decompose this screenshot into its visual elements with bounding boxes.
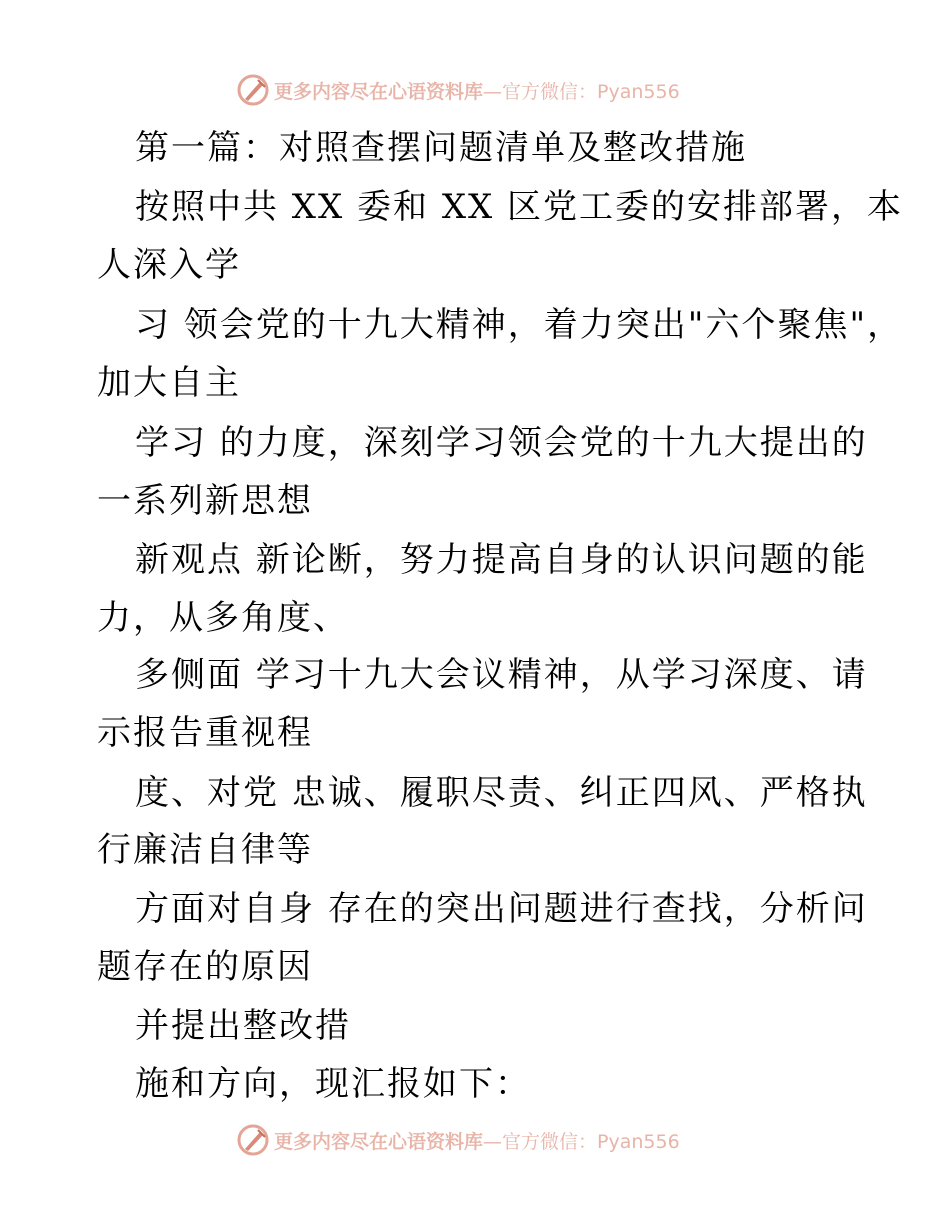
paragraph-line: 加大自主 bbox=[97, 363, 241, 403]
paragraph-line: 人深入学 bbox=[97, 245, 241, 285]
paragraph-line: 方面对自身 存在的突出问题进行查找，分析问 bbox=[135, 889, 868, 929]
watermark-official: 官方微信： bbox=[502, 1130, 598, 1153]
paragraph-line: 示报告重视程 bbox=[97, 713, 313, 753]
paragraph-line: 多侧面 学习十九大会议精神，从学习深度、请 bbox=[135, 655, 868, 695]
watermark-text bbox=[274, 1127, 680, 1154]
quill-seal-icon bbox=[236, 1123, 270, 1157]
paragraph-line: 行廉洁自律等 bbox=[97, 830, 313, 870]
paragraph-line: 度、对党 忠诚、履职尽责、纠正四风、严格执 bbox=[135, 773, 868, 813]
document-title: 第一篇：对照查摆问题清单及整改措施 bbox=[135, 128, 747, 168]
paragraph-line: 学习 的力度，深刻学习领会党的十九大提出的 bbox=[135, 423, 868, 463]
watermark-main: 更多内容尽在心语资料库 bbox=[274, 1130, 484, 1153]
paragraph-line: 一系列新思想 bbox=[97, 481, 313, 521]
watermark-official: 官方微信： bbox=[502, 80, 598, 103]
watermark-main: 更多内容尽在心语资料库 bbox=[274, 80, 484, 103]
paragraph-line: 施和方向，现汇报如下： bbox=[135, 1064, 531, 1104]
paragraph-line: 题存在的原因 bbox=[97, 947, 313, 987]
watermark-header bbox=[236, 72, 680, 108]
paragraph-line: 按照中共 XX 委和 XX 区党工委的安排部署，本 bbox=[135, 187, 904, 227]
watermark-dash: — bbox=[483, 1130, 503, 1153]
watermark-dash: — bbox=[483, 80, 503, 103]
quill-seal-icon bbox=[236, 73, 270, 107]
paragraph-line: 习 领会党的十九大精神，着力突出"六个聚焦"， bbox=[135, 305, 904, 345]
watermark-footer bbox=[236, 1122, 680, 1158]
watermark-id: Pyan556 bbox=[597, 80, 680, 103]
watermark-text bbox=[274, 77, 680, 104]
paragraph-line: 新观点 新论断，努力提高自身的认识问题的能 bbox=[135, 540, 868, 580]
paragraph-line: 力，从多角度、 bbox=[97, 598, 349, 638]
watermark-id: Pyan556 bbox=[597, 1130, 680, 1153]
paragraph-line: 并提出整改措 bbox=[135, 1006, 351, 1046]
